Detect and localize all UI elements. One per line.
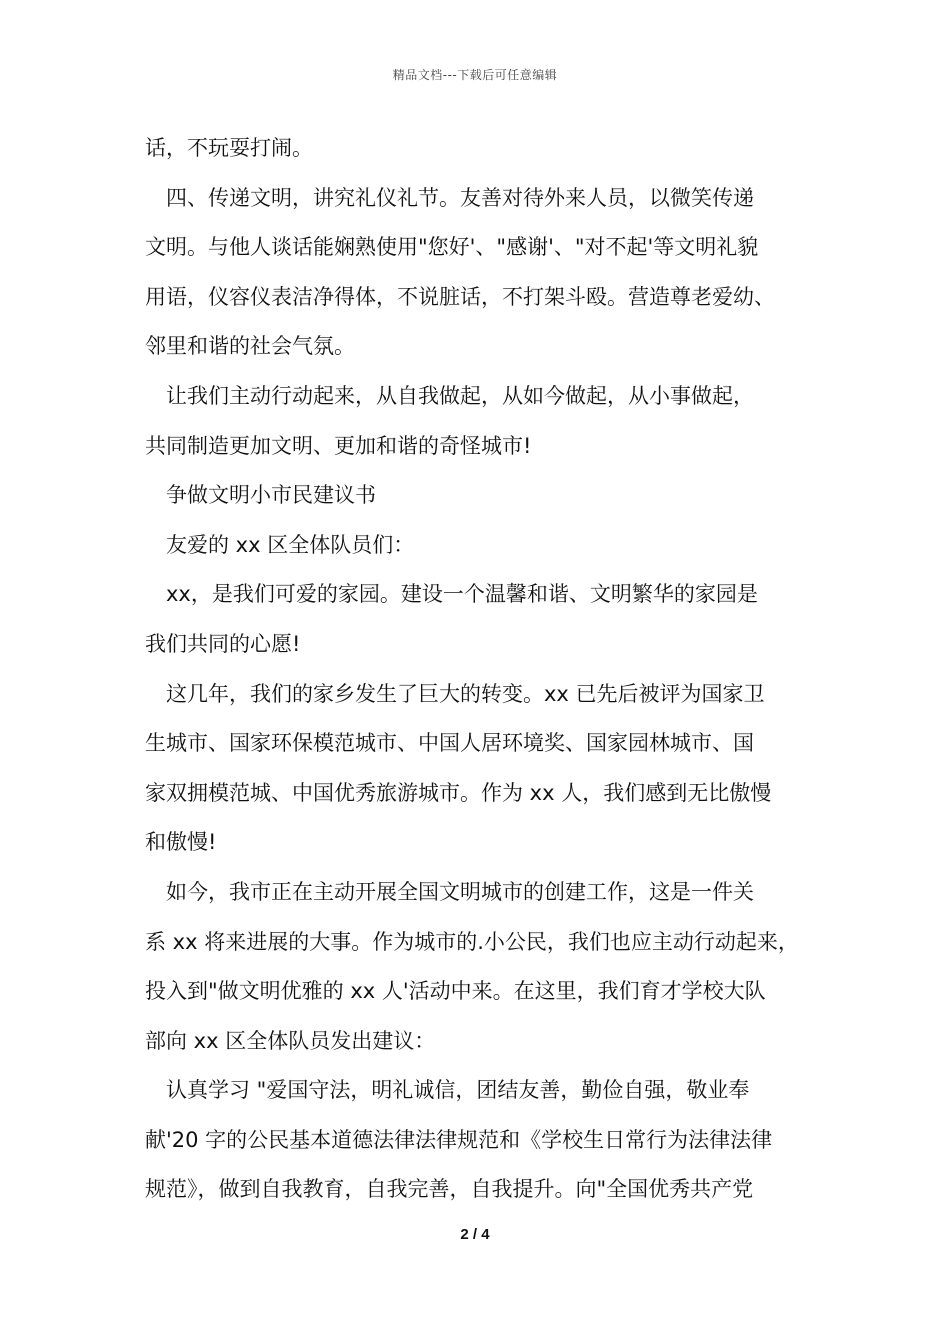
text-line: 如今，我市正在主动开展全国文明城市的创建工作，这是一件关 [166, 879, 754, 904]
text-line: 部向 xx 区全体队员发出建议： [145, 1028, 436, 1053]
document-title: 争做文明小市民建议书 [166, 483, 376, 508]
text-line: 生城市、国家环保模范城市、中国人居环境奖、国家园林城市、国 [145, 731, 754, 756]
text-line: 规范》，做到自我教育，自我完善，自我提升。向"全国优秀共产党 [145, 1177, 754, 1202]
text-line: 共同制造更加文明、更加和谐的奇怪城市! [145, 433, 532, 458]
text-line: 让我们主动行动起来，从自我做起，从如今做起，从小事做起， [166, 383, 754, 408]
salutation: 友爱的 xx 区全体队员们： [166, 532, 415, 557]
text-line: 用语，仪容仪表洁净得体，不说脏话，不打架斗殴。营造尊老爱幼、 [145, 284, 775, 309]
text-line: xx，是我们可爱的家园。建设一个温馨和谐、文明繁华的家园是 [166, 582, 758, 607]
text-line: 和傲慢! [145, 830, 217, 855]
text-line: 这几年，我们的家乡发生了巨大的转变。xx 已先后被评为国家卫 [166, 681, 765, 706]
text-line: 邻里和谐的社会气氛。 [145, 334, 355, 359]
text-line: 话，不玩耍打闹。 [145, 136, 313, 160]
text-line: 我们共同的心愿! [145, 631, 301, 656]
text-line: 系 xx 将来进展的大事。作为城市的.小公民，我们也应主动行动起来， [145, 929, 799, 954]
text-line: 四、传递文明，讲究礼仪礼节。友善对待外来人员，以微笑传递 [166, 185, 754, 210]
text-line: 家双拥模范城、中国优秀旅游城市。作为 xx 人，我们感到无比傲慢 [145, 780, 772, 805]
page-header: 精品文档---下载后可任意编辑 [392, 68, 558, 82]
text-line: 投入到"做文明优雅的 xx 人'活动中来。在这里，我们育才学校大队 [145, 979, 766, 1004]
page-number: 2 / 4 [460, 1226, 490, 1243]
text-line: 认真学习 "爱国守法，明礼诚信，团结友善，勤俭自强，敬业奉 [166, 1078, 750, 1103]
text-line: 文明。与他人谈话能娴熟使用"您好'、"感谢'、"对不起'等文明礼貌 [145, 235, 759, 260]
document-body [145, 128, 815, 1219]
text-line: 献'20 字的公民基本道德法律法律规范和《学校生日常行为法律法律 [145, 1127, 773, 1152]
